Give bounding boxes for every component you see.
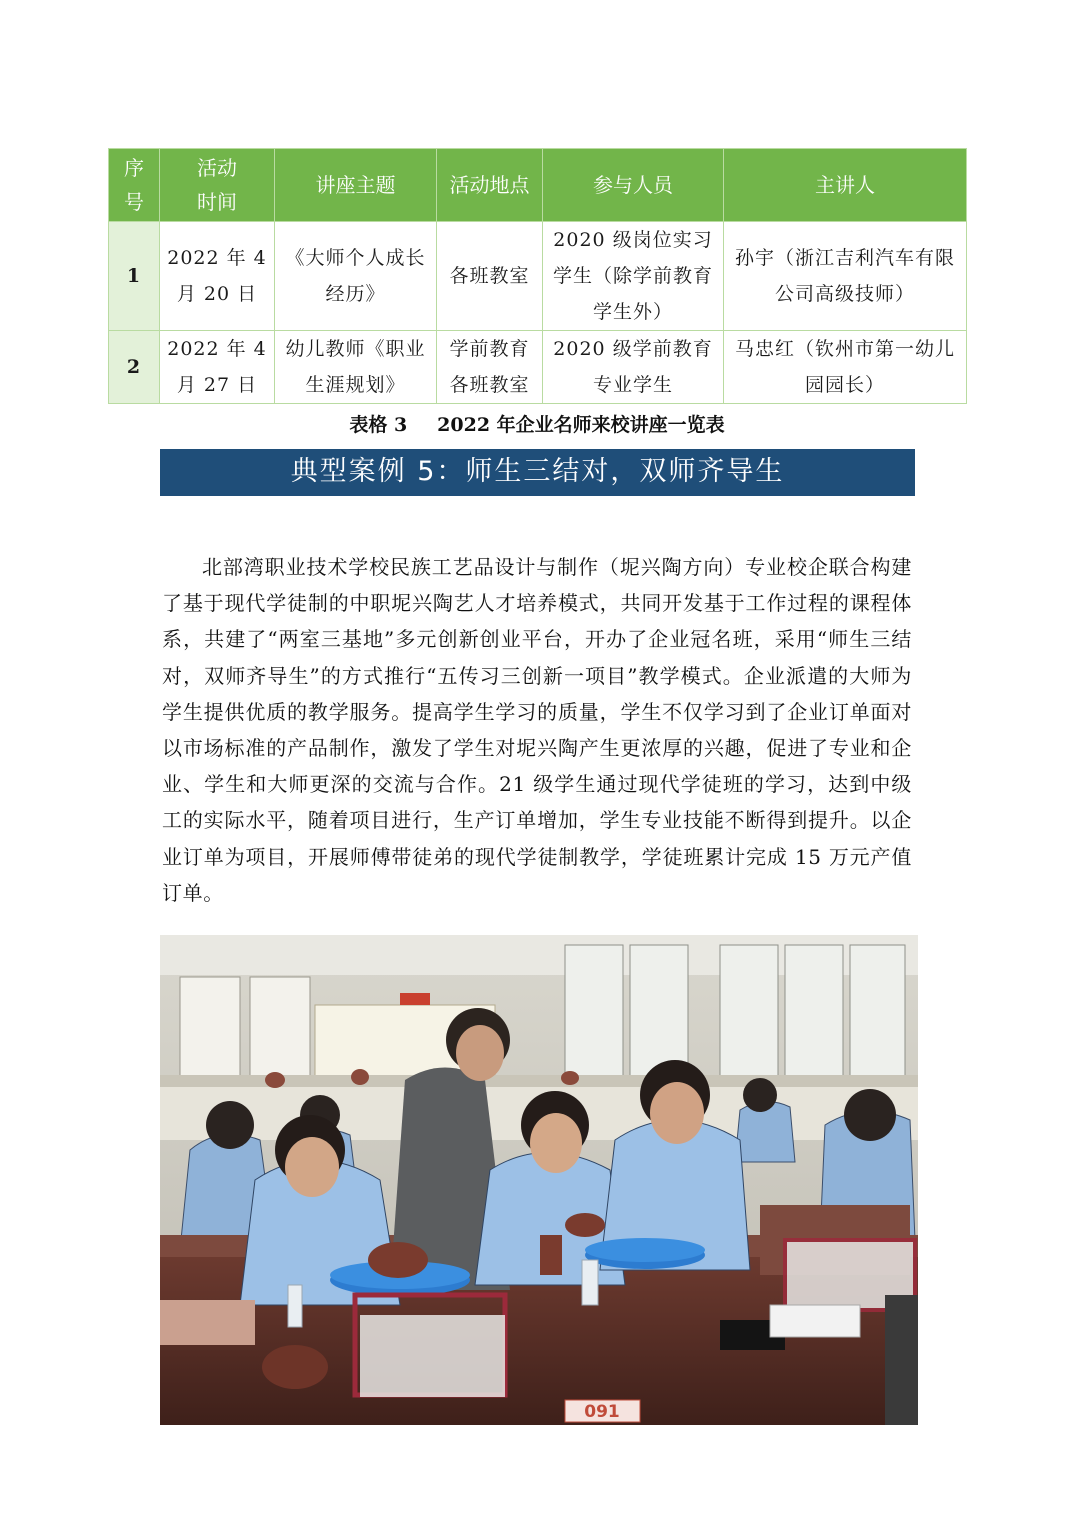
header-topic: 讲座主题 (275, 149, 437, 222)
table-row (109, 222, 967, 331)
row-index: 1 (109, 222, 160, 331)
header-index: 序 号 (109, 149, 160, 222)
header-location: 活动地点 (437, 149, 543, 222)
table-caption (0, 410, 1074, 440)
row-topic: 《大师个人成长经历》 (275, 222, 437, 331)
row-participants: 2020 级学前教育专业学生 (543, 331, 724, 404)
row-index: 2 (109, 331, 160, 404)
header-participants: 参与人员 (543, 149, 724, 222)
table-row (109, 331, 967, 404)
row-speaker: 马忠红（钦州市第一幼儿园园长） (724, 331, 967, 404)
row-time: 2022 年 4 月 27 日 (160, 331, 275, 404)
desk-number: 091 (584, 1402, 620, 1422)
row-location: 各班教室 (437, 222, 543, 331)
row-participants: 2020 级岗位实习学生（除学前教育学生外） (543, 222, 724, 331)
row-time: 2022 年 4 月 20 日 (160, 222, 275, 331)
header-speaker: 主讲人 (724, 149, 967, 222)
row-location: 学前教育各班教室 (437, 331, 543, 404)
classroom-photo (160, 935, 918, 1425)
case-title-banner: 典型案例 5：师生三结对，双师齐导生 (160, 449, 915, 496)
caption-title: 2022 年企业名师来校讲座一览表 (437, 414, 725, 436)
case-paragraph: 北部湾职业技术学校民族工艺品设计与制作（坭兴陶方向）专业校企联合构建了基于现代学徒制的中职坭兴陶艺人才培养模式，共同开发基于工作过程的课程体系，共建了“两室三基地”多元创新创业平台，开办了企业冠名班，采用“师生三结对，双师齐导生”的方式推行“五传习三创新一项目”教学模式。企业派遣的大师为学生提供优质的教学服务。提高学生学习的质量，学生不仅学习到了企业订单面对以市场标准的产品制作，激发了学生对坭兴陶产生更浓厚的兴趣，促进了专业和企业、学生和大师更深的交流与合作。21 级学生通过现代学徒班的学习，达到中级工的实际水平，随着项目进行，生产订单增加，学生专业技能不断得到提升。以企业订单为项目，开展师傅带徒弟的现代学徒制教学，学徒班累计完成 15 万元产值订单。 (162, 555, 912, 905)
lecture-table (108, 148, 967, 404)
caption-label: 表格 3 (349, 414, 408, 436)
row-speaker: 孙宇（浙江吉利汽车有限公司高级技师） (724, 222, 967, 331)
header-time: 活动 时间 (160, 149, 275, 222)
row-topic: 幼儿教师《职业生涯规划》 (275, 331, 437, 404)
table-header-row (109, 149, 967, 222)
